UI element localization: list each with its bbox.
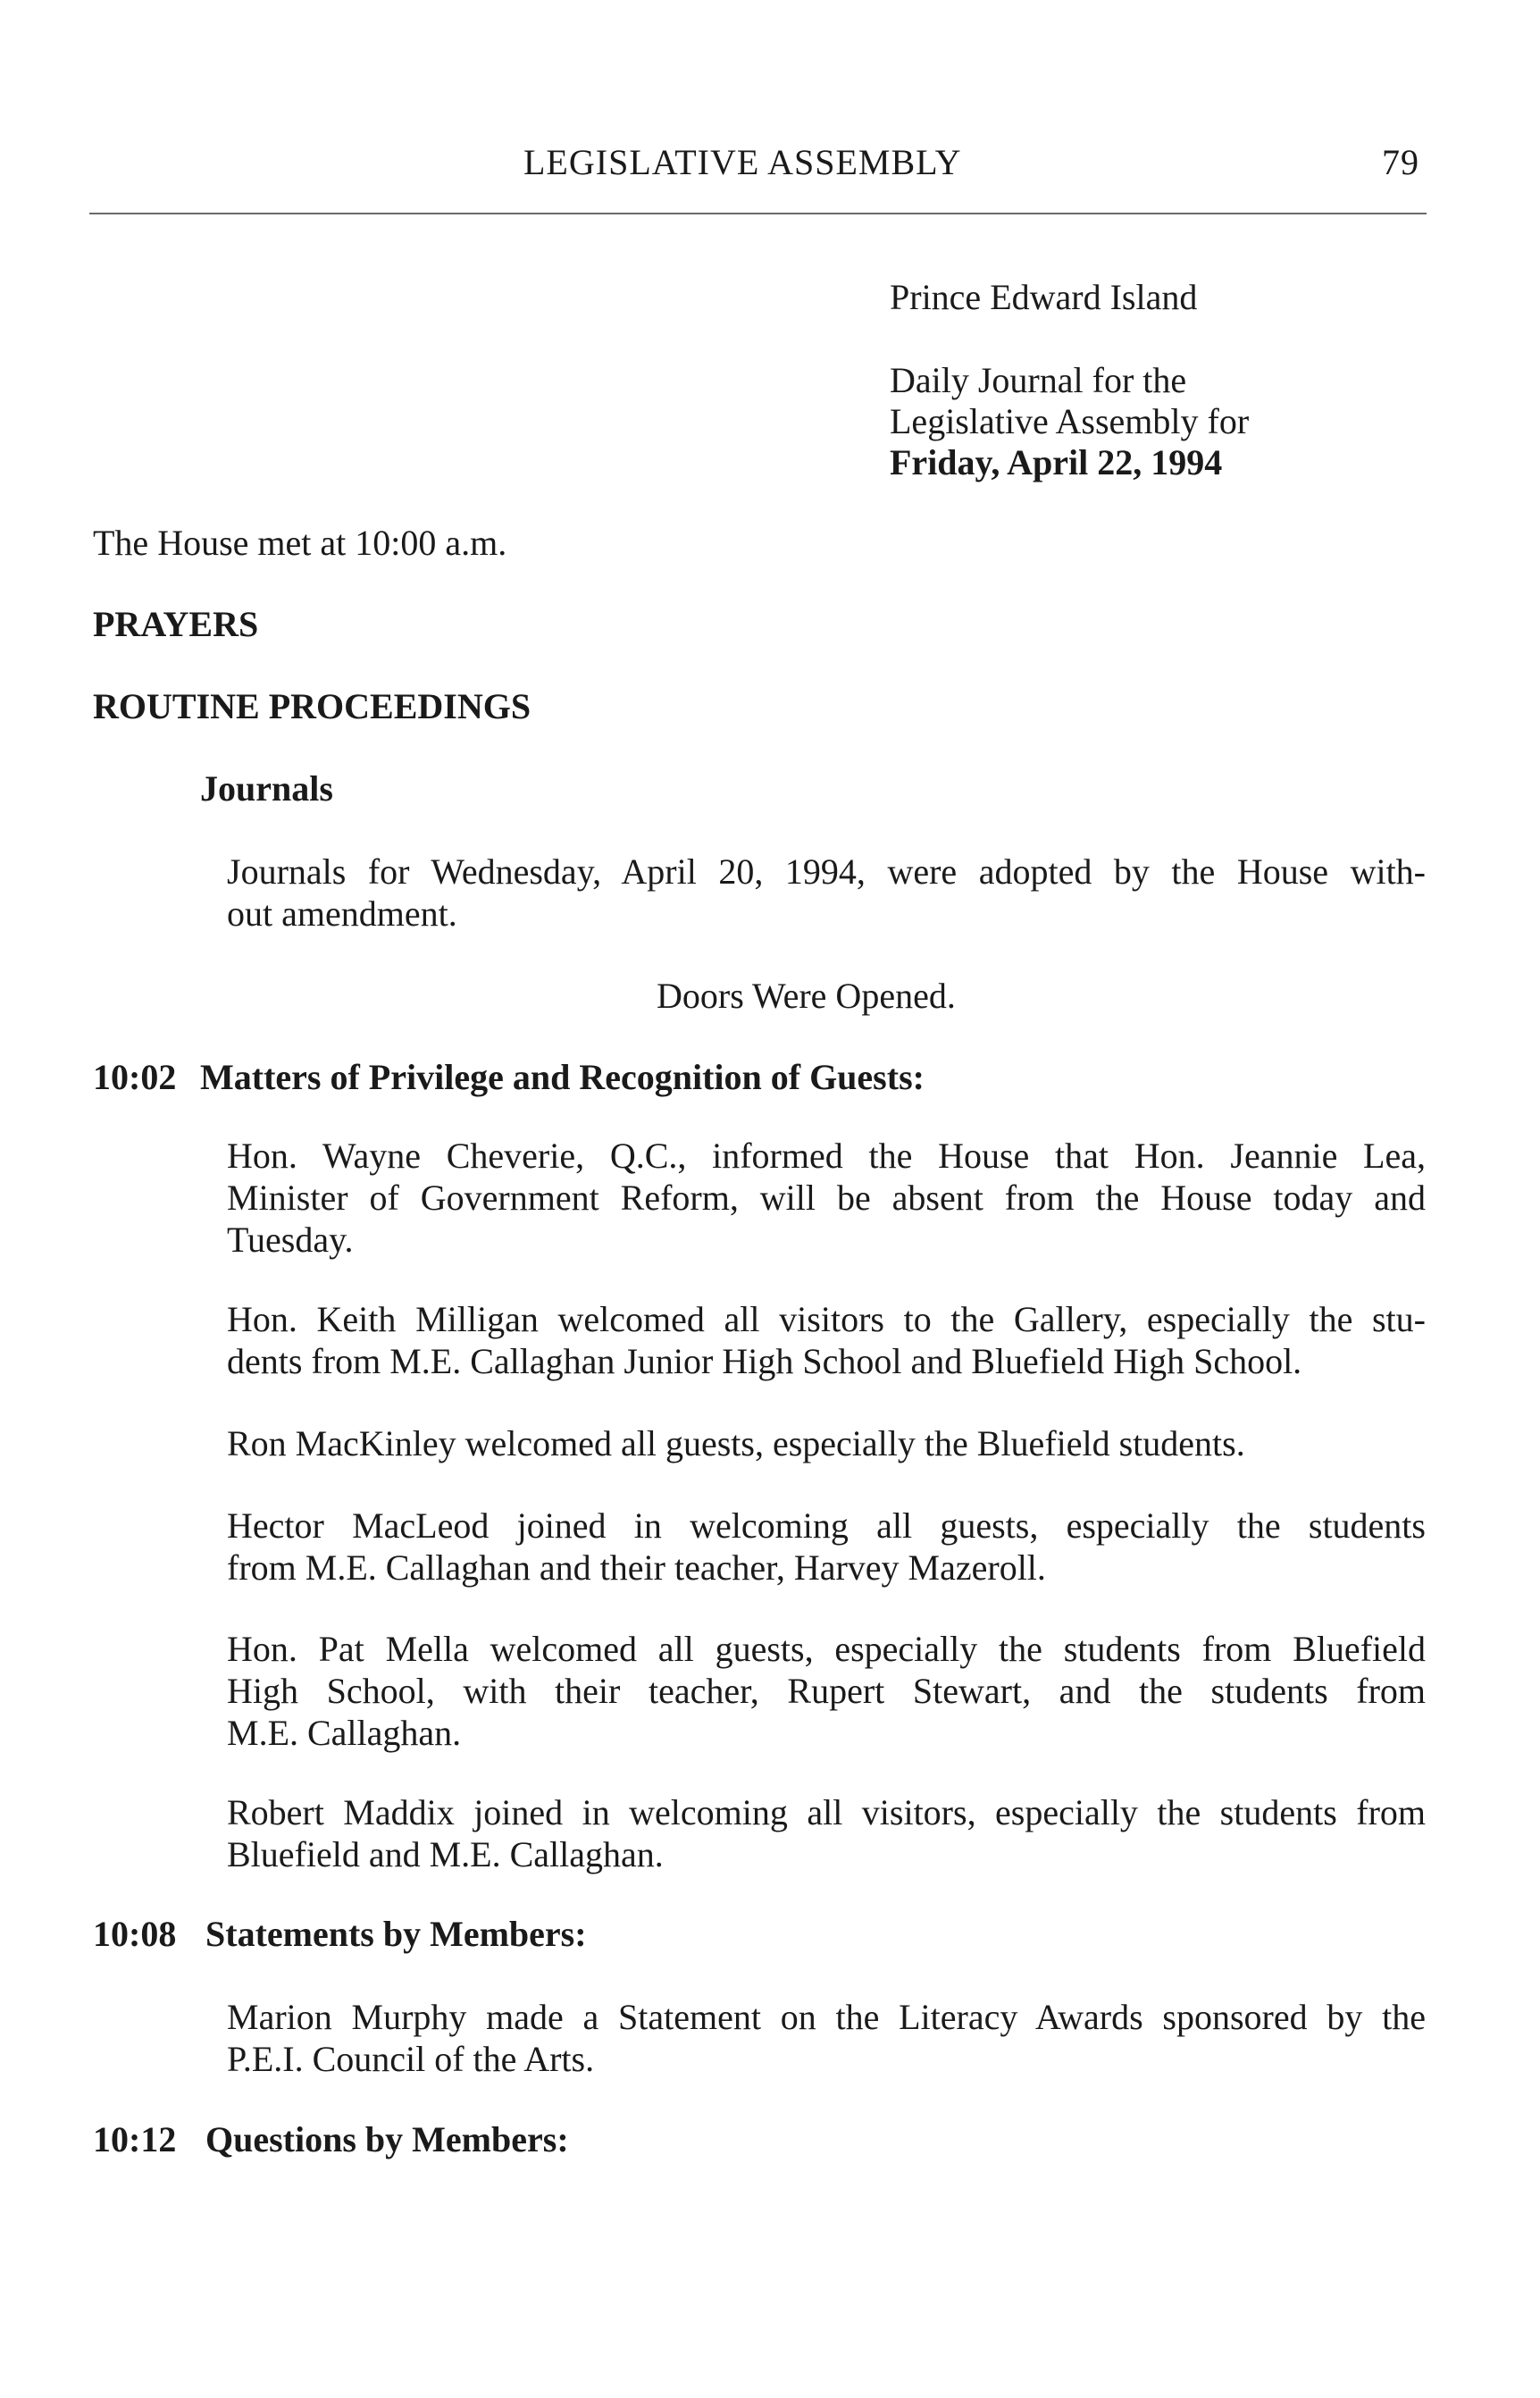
routine-proceedings-heading: ROUTINE PROCEEDINGS (93, 686, 531, 726)
paragraph-line: dents from M.E. Callaghan Junior High School and Bluefield High School. (227, 1341, 1302, 1381)
paragraph-line: Tuesday. (227, 1220, 354, 1260)
journal-title-line-1: Daily Journal for the (890, 360, 1187, 400)
journals-heading: Journals (200, 768, 333, 809)
paragraph-line: M.E. Callaghan. (227, 1713, 462, 1753)
running-header-title: LEGISLATIVE ASSEMBLY (523, 142, 962, 182)
statements-heading: Statements by Members: (205, 1914, 587, 1954)
paragraph-line: from M.E. Callaghan and their teacher, Harvey Mazeroll. (227, 1547, 1046, 1588)
privilege-heading: Matters of Privilege and Recognition of Guests: (200, 1057, 925, 1097)
privilege-paragraph-4 (227, 1505, 1426, 1589)
paragraph-line: out amendment. (227, 893, 457, 934)
paragraph-line: Hon. Keith Milligan welcomed all visitors to the Gallery, especially the stu- (227, 1299, 1426, 1339)
page-number: 79 (1382, 142, 1419, 182)
paragraph-line: Minister of Government Reform, will be absent from the House today and (227, 1178, 1426, 1218)
prayers-heading: PRAYERS (93, 604, 259, 644)
privilege-time: 10:02 (93, 1057, 177, 1097)
privilege-paragraph-3 (227, 1422, 1426, 1464)
paragraph-line: Hon. Pat Mella welcomed all guests, especially the students from Bluefield (227, 1629, 1426, 1669)
paragraph-line: Bluefield and M.E. Callaghan. (227, 1834, 664, 1874)
paragraph-line: High School, with their teacher, Rupert Stewart, and the students from (227, 1671, 1426, 1711)
paragraph-line: Journals for Wednesday, April 20, 1994, were adopted by the House with- (227, 851, 1426, 892)
privilege-paragraph-5 (227, 1628, 1426, 1754)
paragraph-line: Robert Maddix joined in welcoming all visitors, especially the students from (227, 1792, 1426, 1832)
statements-paragraph-1 (227, 1996, 1426, 2080)
privilege-paragraph-6 (227, 1791, 1426, 1875)
privilege-paragraph-2 (227, 1298, 1426, 1382)
paragraph-line: Hector MacLeod joined in welcoming all guests, especially the students (227, 1505, 1426, 1546)
header-rule (89, 213, 1427, 214)
journal-title-line-2: Legislative Assembly for (890, 401, 1250, 441)
opening-statement: The House met at 10:00 a.m. (93, 523, 507, 563)
questions-heading: Questions by Members: (205, 2119, 569, 2159)
paragraph-line: P.E.I. Council of the Arts. (227, 2039, 595, 2079)
doors-opened: Doors Were Opened. (657, 976, 956, 1016)
paragraph-line: Hon. Wayne Cheverie, Q.C., informed the House that Hon. Jeannie Lea, (227, 1136, 1426, 1176)
statements-time: 10:08 (93, 1914, 177, 1954)
journal-date: Friday, April 22, 1994 (890, 442, 1223, 482)
province-name: Prince Edward Island (890, 277, 1198, 317)
questions-time: 10:12 (93, 2119, 177, 2159)
privilege-paragraph-1 (227, 1135, 1426, 1261)
journals-paragraph (227, 851, 1426, 935)
paragraph-line: Marion Murphy made a Statement on the Literacy Awards sponsored by the (227, 1997, 1426, 2037)
paragraph-line: Ron MacKinley welcomed all guests, especially the Bluefield students. (227, 1423, 1245, 1463)
